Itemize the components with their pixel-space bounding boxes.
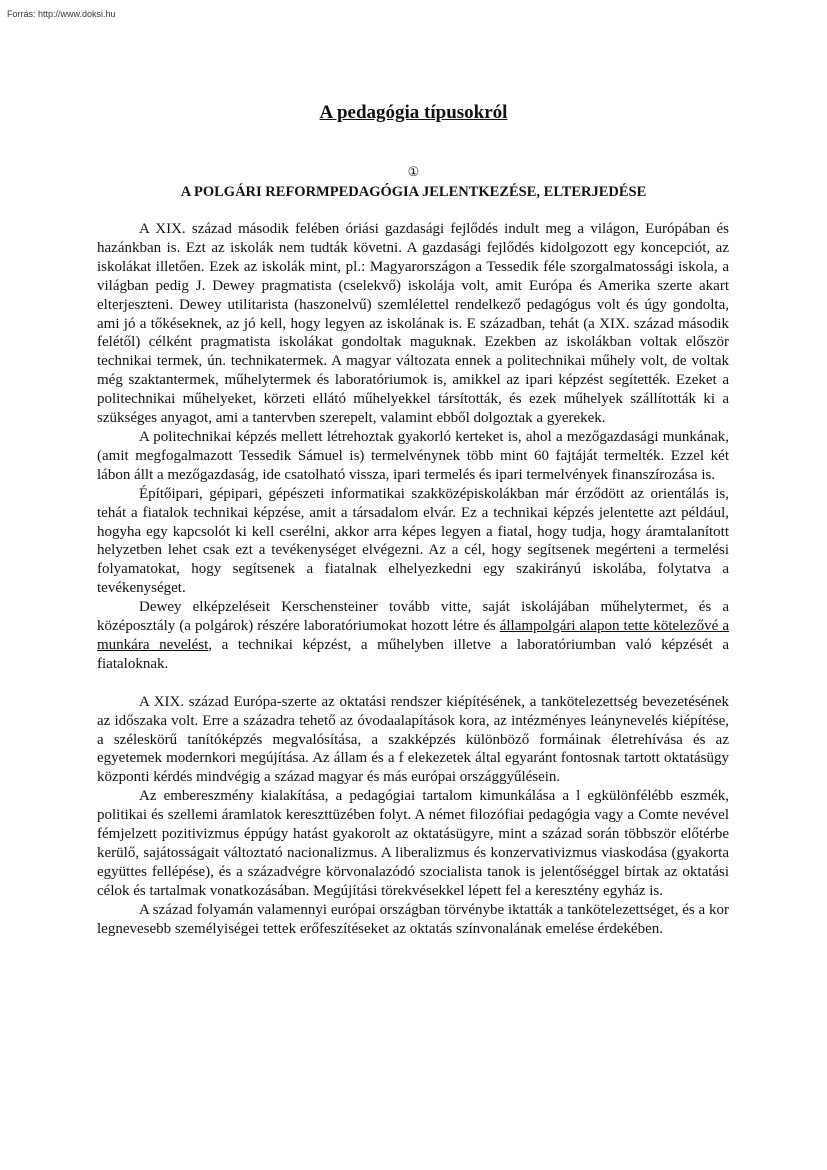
paragraph-6: Az embereszmény kialakítása, a pedagógiai tartalom kimunkálása a l egkülönfélébb eszmék, politikai és szellemi áramlatok kereszttüzében folyt. A német filozófiai pedagógia vagy a Comte nevével fémjelzett pozitivizmus éppúgy hatást gyakorolt az oktatásügyre, mint a század során többször előtérbe kerülő, sajátosságait változtató nacionalizmus. A liberalizmus és konzervativizmus viaskodása (gyakorta együttes fellépése), és a századvégre körvonalazódó szocialista tanok is jelentőséggel bírtak az oktatási célok és tartalmak vonatkozásában. Megújítási törekvésekkel lépett fel a keresztény egyház is.	[97, 788, 729, 899]
section-title: A POLGÁRI REFORMPEDAGÓGIA JELENTKEZÉSE, ELTERJEDÉSE	[180, 184, 647, 200]
paragraph-5: A XIX. század Európa-szerte az oktatási rendszer kiépítésének, a tankötelezettség bevezetésének az időszaka volt. Erre a századra tehető az óvodaalapítások kora, az intézményes leánynevelés kiépítése, a széleskörű tanítóképzés megvalósítása, a szakképzés különböző formáinak életrehívása és az egyetemek modernkori megújítása. Az állam és a f elekezetek által egyaránt fontosnak tartott oktatásügy központi kérdés mindvégig a század magyar és más európai országgyűlésein.	[97, 693, 729, 786]
source-note: Forrás: http://www.doksi.hu	[7, 9, 116, 19]
page-title: A pedagógia típusokról	[319, 102, 508, 123]
paragraph-2: A politechnikai képzés mellett létrehoztak gyakorló kerteket is, ahol a mezőgazdasági munkának, (amit megfogalmazott Tessedik Sámuel is) termelvénynek több mint 60 fajtáját termelték. Ezzel két lábon állt a mezőgazdaság, ide csatolható vissza, ipari termelés és ipari termelvények finanszírozása is.	[97, 428, 729, 483]
document-body	[97, 220, 729, 939]
paragraph-4	[97, 598, 729, 674]
paragraph-4-part-b: , a technikai képzést, a műhelyben illetve a laboratóriumban való képzését a fiataloknak.	[97, 636, 729, 672]
underlined-phrase: állampolgári alapon tette kötelezővé a munkára nevelést	[97, 618, 729, 653]
paragraph-3: Építőipari, gépipari, gépészeti informatikai szakközépiskolákban már érződött az orientálás is, tehát a fiatalok technikai képzése, amit a társadalom elvár. Ez a technikai képzés jelentette azt például, hogyha egy kapcsolót ki kell cserélni, akkor arra képes legyen a fiatal, hogy tudja, hogy áramtalanított helyzetben lehet csak ezt a tevékenységet elvégezni. Az a cél, hogy segítsenek megérteni a termelési folyamatokat, hogy segítsenek a fiatalnak elhelyezkedni egy szakirányú iskolába, folytatva a tevékenységet.	[97, 485, 729, 597]
section-number-marker: ①	[407, 164, 420, 179]
paragraph-7: A század folyamán valamennyi európai országban törvénybe iktatták a tankötelezettséget, és a kor legnevesebb személyiségei tettek erőfeszítéseket az oktatás színvonalának emelése érdekében.	[97, 901, 729, 937]
paragraph-4-part-a: Dewey elképzeléseit Kerschensteiner tovább vitte, saját iskolájában műhelytermet, és a középosztály (a polgárok) részére laboratóriumokat hozott létre és	[97, 599, 729, 635]
paragraph-1: A XIX. század második felében óriási gazdasági fejlődés indult meg a világon, Európában és hazánkban is. Ezt az iskolák nem tudták követni. A gazdasági fejlődés kidolgozott egy koncepciót, az iskolákat illetően. Ezek az iskolák mint, pl.: Magyarországon a Tessedik féle szorgalmatossági iskola, a világban pedig J. Dewey pragmatista (cselekvő) iskolája volt, amit Európa és Amerika szerte akart elterjeszteni. Dewey utilitarista (haszonelvű) szemlélettel rendelkező pedagógus volt és úgy gondolta, ami jó a tőkéseknek, az jó kell, hogy legyen az iskolának is. E században, tehát (a XIX. század második felétől) célként pragmatista iskolákat gondoltak maguknak. Ezekben az iskolákban voltak először technikai termek, ún. technikatermek. A magyar változata ennek a politechnikai műhely volt, de voltak még szaktantermek, műhelytermek és laboratóriumok is, amikkel az ipari képzést segítették. Ezeket a politechnikai műhelyeket, körzeti ellátó műhelyekkel társították, és ezek műhelyek szállították ki a szükséges anyagot, ami a tantervben szerepelt, valamint ebből dolgoztak a gyerekek.	[97, 221, 729, 427]
